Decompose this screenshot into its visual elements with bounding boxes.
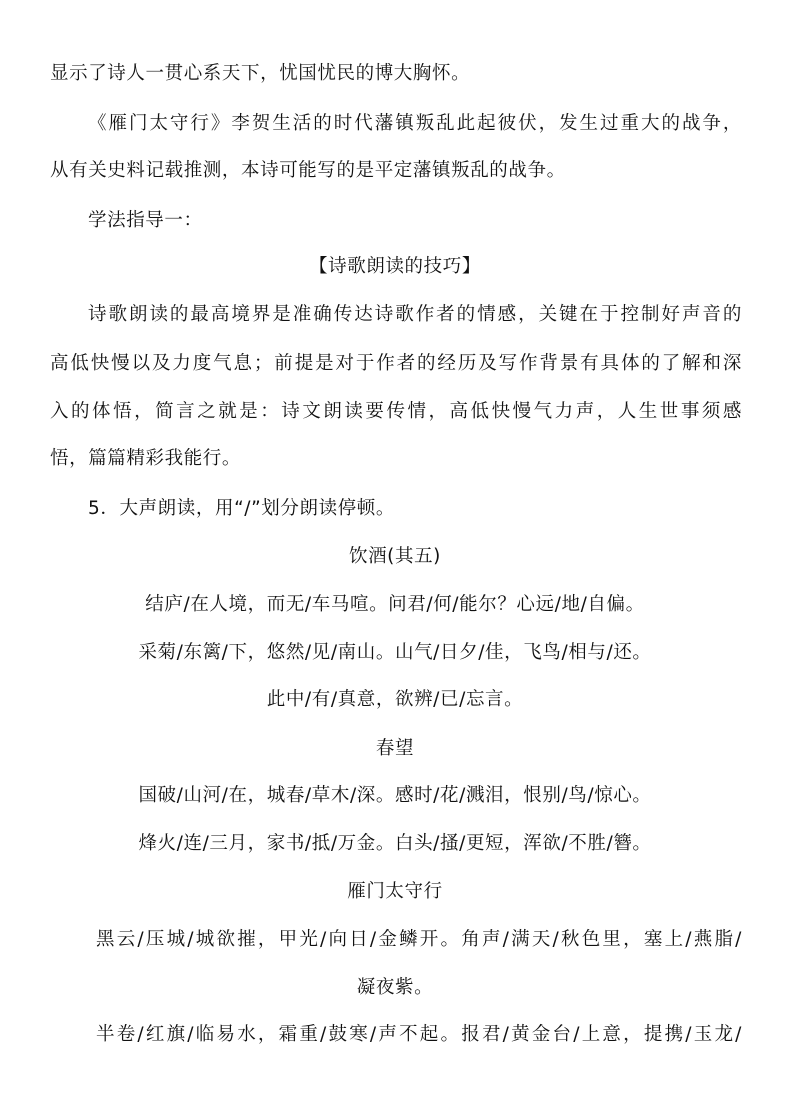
poem-title: 春望 <box>375 738 415 759</box>
exercise-instruction: 5．大声朗读，用“/”划分朗读停顿。 <box>88 498 395 519</box>
poem-line: 凝夜紫。 <box>356 977 434 998</box>
tips-paragraph-line: 高低快慢以及力度气息；前提是对于作者的经历及写作背景有具体的了解和深 <box>50 353 742 374</box>
poem-title: 饮酒(其五) <box>348 546 442 567</box>
poem-line: 黑云/压城/城欲摧，甲光/向日/金鳞开。角声/满天/秋色里，塞上/燕脂/ <box>96 929 742 950</box>
section-title: 【诗歌朗读的技巧】 <box>309 256 481 277</box>
poem-title: 雁门太守行 <box>347 881 443 902</box>
poem-line: 采菊/东篱/下，悠然/见/南山。山气/日夕/佳，飞鸟/相与/还。 <box>138 642 652 663</box>
poem-line: 此中/有/真意，欲辨/已/忘言。 <box>266 689 524 710</box>
poem-line: 半卷/红旗/临易水，霜重/鼓寒/声不起。报君/黄金台/上意，提携/玉龙/ <box>96 1024 742 1045</box>
tips-paragraph-line: 悟，篇篇精彩我能行。 <box>50 448 242 469</box>
yanmen-paragraph-line: 《雁门太守行》李贺生活的时代藩镇叛乱此起彼伏，发生过重大的战争， <box>88 113 742 134</box>
yanmen-paragraph-line: 从有关史料记载推测，本诗可能写的是平定藩镇叛乱的战争。 <box>50 160 566 181</box>
intro-paragraph-line: 显示了诗人一贯心系天下，忧国忧民的博大胸怀。 <box>50 63 471 84</box>
tips-paragraph-line: 入的体悟，简言之就是：诗文朗读要传情，高低快慢气力声，人生世事须感 <box>50 401 742 422</box>
poem-line: 国破/山河/在，城春/草木/深。感时/花/溅泪，恨别/鸟/惊心。 <box>138 785 652 806</box>
poem-line: 烽火/连/三月，家书/抵/万金。白头/搔/更短，浑欲/不胜/簪。 <box>138 833 652 854</box>
guide-label: 学法指导一： <box>88 210 203 231</box>
poem-line: 结庐/在人境，而无/车马喧。问君/何/能尔？心远/地/自偏。 <box>145 594 645 615</box>
tips-paragraph-line: 诗歌朗读的最高境界是准确传达诗歌作者的情感，关键在于控制好声音的 <box>88 304 742 325</box>
